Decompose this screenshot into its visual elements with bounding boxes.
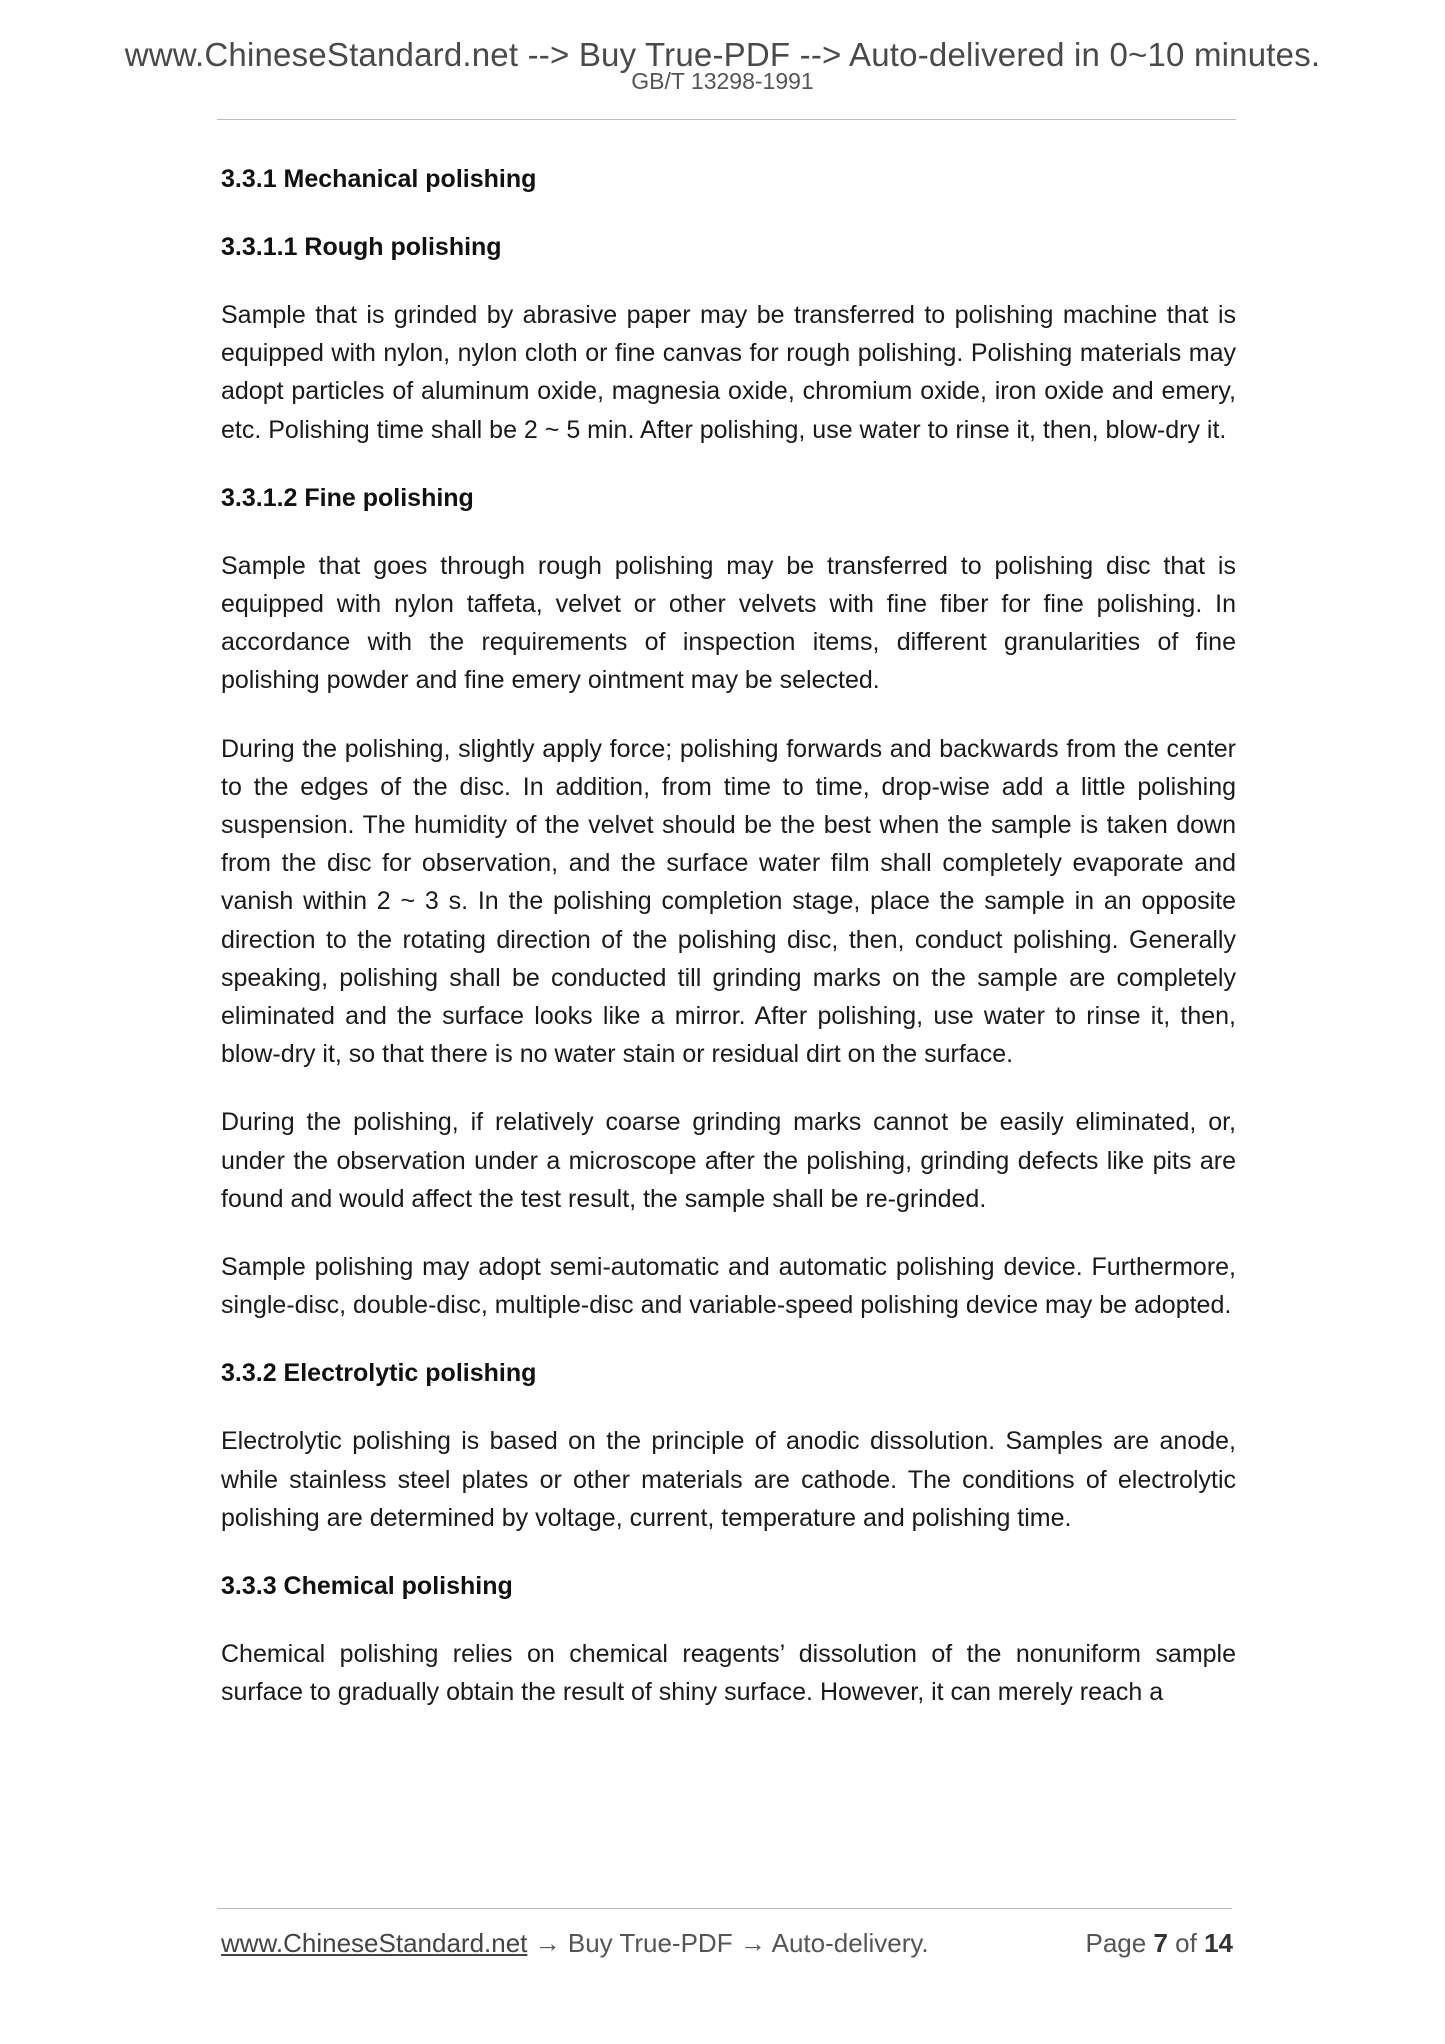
- footer-divider: [217, 1908, 1232, 1909]
- paragraph-fine-polishing-1: Sample that goes through rough polishing may be transferred to polishing disc that is equipped with nylon taffeta, velvet or other velvets with fine fiber for fine polishing. In accordance with the requirements of inspection items, different granularities of fine polishing powder and fine emery ointment may be selected.: [221, 551, 1236, 695]
- page-body: [221, 160, 1236, 1741]
- paragraph-fine-polishing-3: During the polishing, if relatively coarse grinding marks cannot be easily eliminated, or, under the observation under a microscope after the polishing, grinding defects like pits are found and would affect the test result, the sample shall be re-grinded.: [221, 1108, 1236, 1213]
- header-divider: [217, 119, 1236, 120]
- section-heading-3-3-3: 3.3.3 Chemical polishing: [221, 1572, 513, 1601]
- footer-site-link[interactable]: www.ChineseStandard.net: [221, 1928, 528, 1958]
- footer-buy-text: Buy True-PDF: [567, 1928, 733, 1958]
- paragraph-electrolytic-polishing: Electrolytic polishing is based on the principle of anodic dissolution. Samples are anode, while stainless steel plates or other materials are cathode. The conditions of electrolytic polishing are determined by voltage, current, temperature and polishing time.: [221, 1427, 1236, 1532]
- page-footer: [221, 1928, 1236, 1968]
- page-indicator: [1085, 1928, 1233, 1959]
- paragraph-fine-polishing-4: Sample polishing may adopt semi-automatic and automatic polishing device. Furthermore, single-disc, double-disc, multiple-disc and variable-speed polishing device may be adopted.: [221, 1253, 1236, 1320]
- of-label: of: [1175, 1928, 1197, 1958]
- section-heading-3-3-1-2: 3.3.1.2 Fine polishing: [221, 483, 474, 512]
- page-total: 14: [1204, 1928, 1233, 1958]
- section-heading-3-3-1-1: 3.3.1.1 Rough polishing: [221, 233, 502, 261]
- paragraph-fine-polishing-2: During the polishing, slightly apply force; polishing forwards and backwards from the center to the edges of the disc. In addition, from time to time, drop-wise add a little polishing suspension. The humidity of the velvet should be the best when the sample is taken down from the disc for observation, and the surface water film shall completely evaporate and vanish within 2 ~ 3 s. In the polishing completion stage, place the sample in an opposite direction to the rotating direction of the polishing disc, then, conduct polishing. Generally speaking, polishing shall be conducted till grinding marks on the sample are completely eliminated and the surface looks like a mirror. After polishing, use water to rinse it, then, blow-dry it, so that there is no water stain or residual dirt on the surface.: [221, 734, 1236, 1069]
- paragraph-rough-polishing: Sample that is grinded by abrasive paper may be transferred to polishing machine that is equipped with nylon, nylon cloth or fine canvas for rough polishing. Polishing materials may adopt particles of aluminum oxide, magnesia oxide, chromium oxide, iron oxide and emery, etc. Polishing time shall be 2 ~ 5 min. After polishing, use water to rinse it, then, blow-dry it.: [221, 301, 1236, 444]
- standard-id: GB/T 13298-1991: [631, 68, 814, 94]
- section-heading-3-3-2: 3.3.2 Electrolytic polishing: [221, 1359, 537, 1388]
- footer-delivery-text: Auto-delivery.: [771, 1928, 929, 1958]
- header-banner: www.ChineseStandard.net --> Buy True-PDF --> Auto-delivered in 0~10 minutes.: [124, 36, 1321, 73]
- footer-links: [221, 1928, 929, 1959]
- page-label: Page: [1085, 1928, 1147, 1958]
- section-heading-3-3-1: 3.3.1 Mechanical polishing: [221, 165, 537, 193]
- arrow-icon: →: [739, 1928, 766, 1958]
- paragraph-chemical-polishing: Chemical polishing relies on chemical reagents’ dissolution of the nonuniform sample surface to gradually obtain the result of shiny surface. However, it can merely reach a: [221, 1640, 1236, 1707]
- page-current: 7: [1153, 1928, 1168, 1958]
- arrow-icon: →: [534, 1928, 561, 1958]
